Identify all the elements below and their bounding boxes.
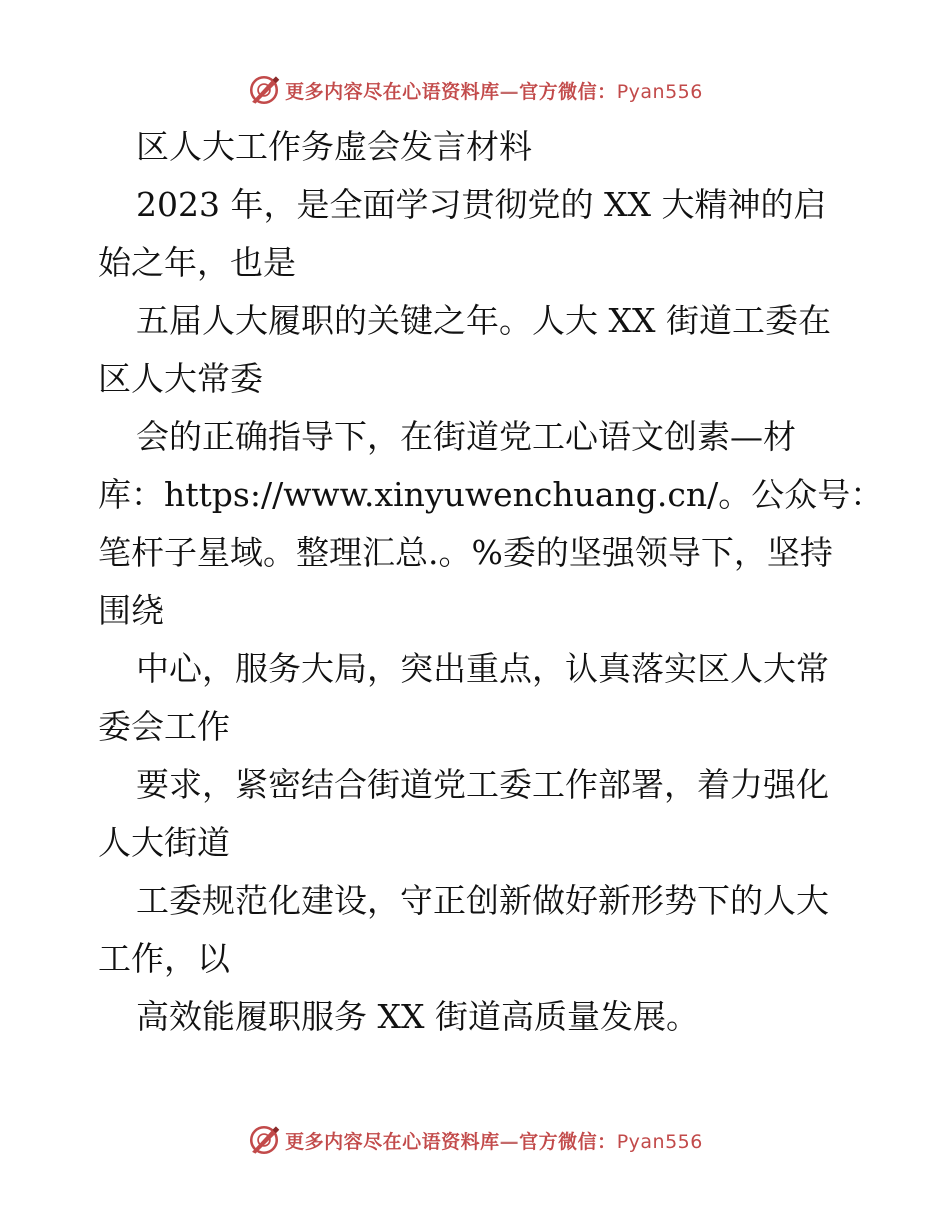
pen-logo-icon bbox=[247, 1123, 281, 1157]
watermark-text bbox=[285, 1127, 703, 1154]
text-line: 中心，服务大局，突出重点，认真落实区人大常 bbox=[136, 649, 829, 688]
document-title: 区人大工作务虚会发言材料 bbox=[136, 127, 532, 166]
watermark-text bbox=[285, 77, 703, 104]
watermark-banner-bottom bbox=[0, 1120, 950, 1160]
text-line: 要求，紧密结合街道党工委工作部署，着力强化 bbox=[136, 765, 829, 804]
text-line-url: 库：https://www.xinyuwenchuang.cn/。公众号： bbox=[98, 475, 884, 514]
watermark-label: 官方微信： bbox=[519, 80, 617, 103]
text-line: 围绕 bbox=[98, 591, 164, 630]
watermark-banner-top bbox=[0, 70, 950, 110]
text-line: 高效能履职服务 XX 街道高质量发展。 bbox=[136, 997, 699, 1036]
text-line: 工委规范化建设，守正创新做好新形势下的人大 bbox=[136, 881, 829, 920]
text-line: 会的正确指导下，在街道党工心语文创素—材 bbox=[136, 417, 796, 456]
text-line: 五届人大履职的关键之年。人大 XX 街道工委在 bbox=[136, 301, 831, 340]
watermark-id: Pyan556 bbox=[616, 1130, 703, 1153]
watermark-id: Pyan556 bbox=[616, 80, 703, 103]
watermark-main: 更多内容尽在心语资料库 bbox=[285, 80, 500, 103]
watermark-dash: — bbox=[499, 80, 520, 103]
watermark-main: 更多内容尽在心语资料库 bbox=[285, 1130, 500, 1153]
text-line: 笔杆子星域。整理汇总.。%委的坚强领导下，坚持 bbox=[98, 533, 833, 572]
text-line: 工作，以 bbox=[98, 939, 230, 978]
watermark-dash: — bbox=[499, 1130, 520, 1153]
text-line: 人大街道 bbox=[98, 823, 230, 862]
text-line: 委会工作 bbox=[98, 707, 230, 746]
text-line: 区人大常委 bbox=[98, 359, 263, 398]
text-line: 始之年，也是 bbox=[98, 243, 296, 282]
pen-logo-icon bbox=[247, 73, 281, 107]
text-line: 2023 年，是全面学习贯彻党的 XX 大精神的启 bbox=[136, 185, 827, 224]
watermark-label: 官方微信： bbox=[519, 1130, 617, 1153]
document-body bbox=[98, 118, 884, 1046]
